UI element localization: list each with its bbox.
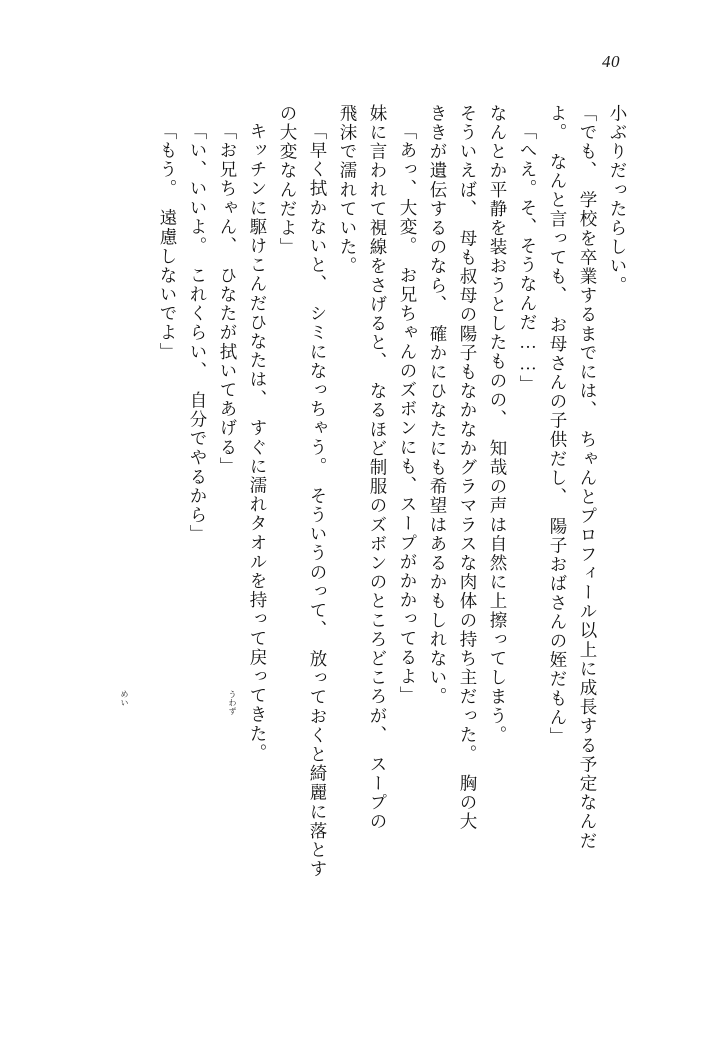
text-line: 「お兄ちゃん、 ひなたが拭いてあげる」 xyxy=(218,122,238,477)
text-line: よ。 なんと言っても、 お母さんの子供だし、 陽子おばさんの姪だもん」 xyxy=(548,104,568,747)
text-line: の大変なんだよ」 xyxy=(278,104,298,257)
text-line: 「へえ。そ、そうなんだ……」 xyxy=(518,122,538,395)
text-line: ききが遺伝するのなら、 確かにひなたにも希望はあるかもしれない。 xyxy=(428,104,448,707)
ruby-annotation: うわず xyxy=(228,690,237,716)
text-line: なんとか平静を装おうとしたものの、 知哉の声は自然に上擦ってしまう。 xyxy=(488,104,508,745)
text-line: 妹に言われて視線をさげると、 なるほど制服のズボンのところどころが、 スープの xyxy=(368,104,388,832)
text-line: 「あっ、大変。 お兄ちゃんのズボンにも、スープがかかってるよ」 xyxy=(398,122,418,706)
text-line: そういえば、 母も叔母の陽子もなかなかグラマラスな肉体の持ち主だった。 胸の大 xyxy=(458,104,478,832)
text-line: 「でも、 学校を卒業するまでには、 ちゃんとプロフィール以上に成長する予定なんだ xyxy=(578,104,598,851)
text-line: 「い、いいよ。 これくらい、 自分でやるから」 xyxy=(188,122,208,544)
ruby-annotation: めい xyxy=(120,690,129,707)
text-line: 「もう。 遠慮しないでよ」 xyxy=(158,122,178,362)
text-line: 「早く拭かないと、 シミになっちゃう。 そういうのって、 放っておくと綺麗に落とす xyxy=(308,122,328,879)
text-line: 飛沫で濡れていた。 xyxy=(338,104,358,276)
vertical-text-body xyxy=(82,104,626,964)
text-line: キッチンに駆けこんだひなたは、 すぐに濡れタオルを持って戻ってきた。 xyxy=(248,122,268,763)
page-number: 40 xyxy=(602,52,620,71)
text-line: 小ぶりだったらしい。 xyxy=(608,104,628,295)
